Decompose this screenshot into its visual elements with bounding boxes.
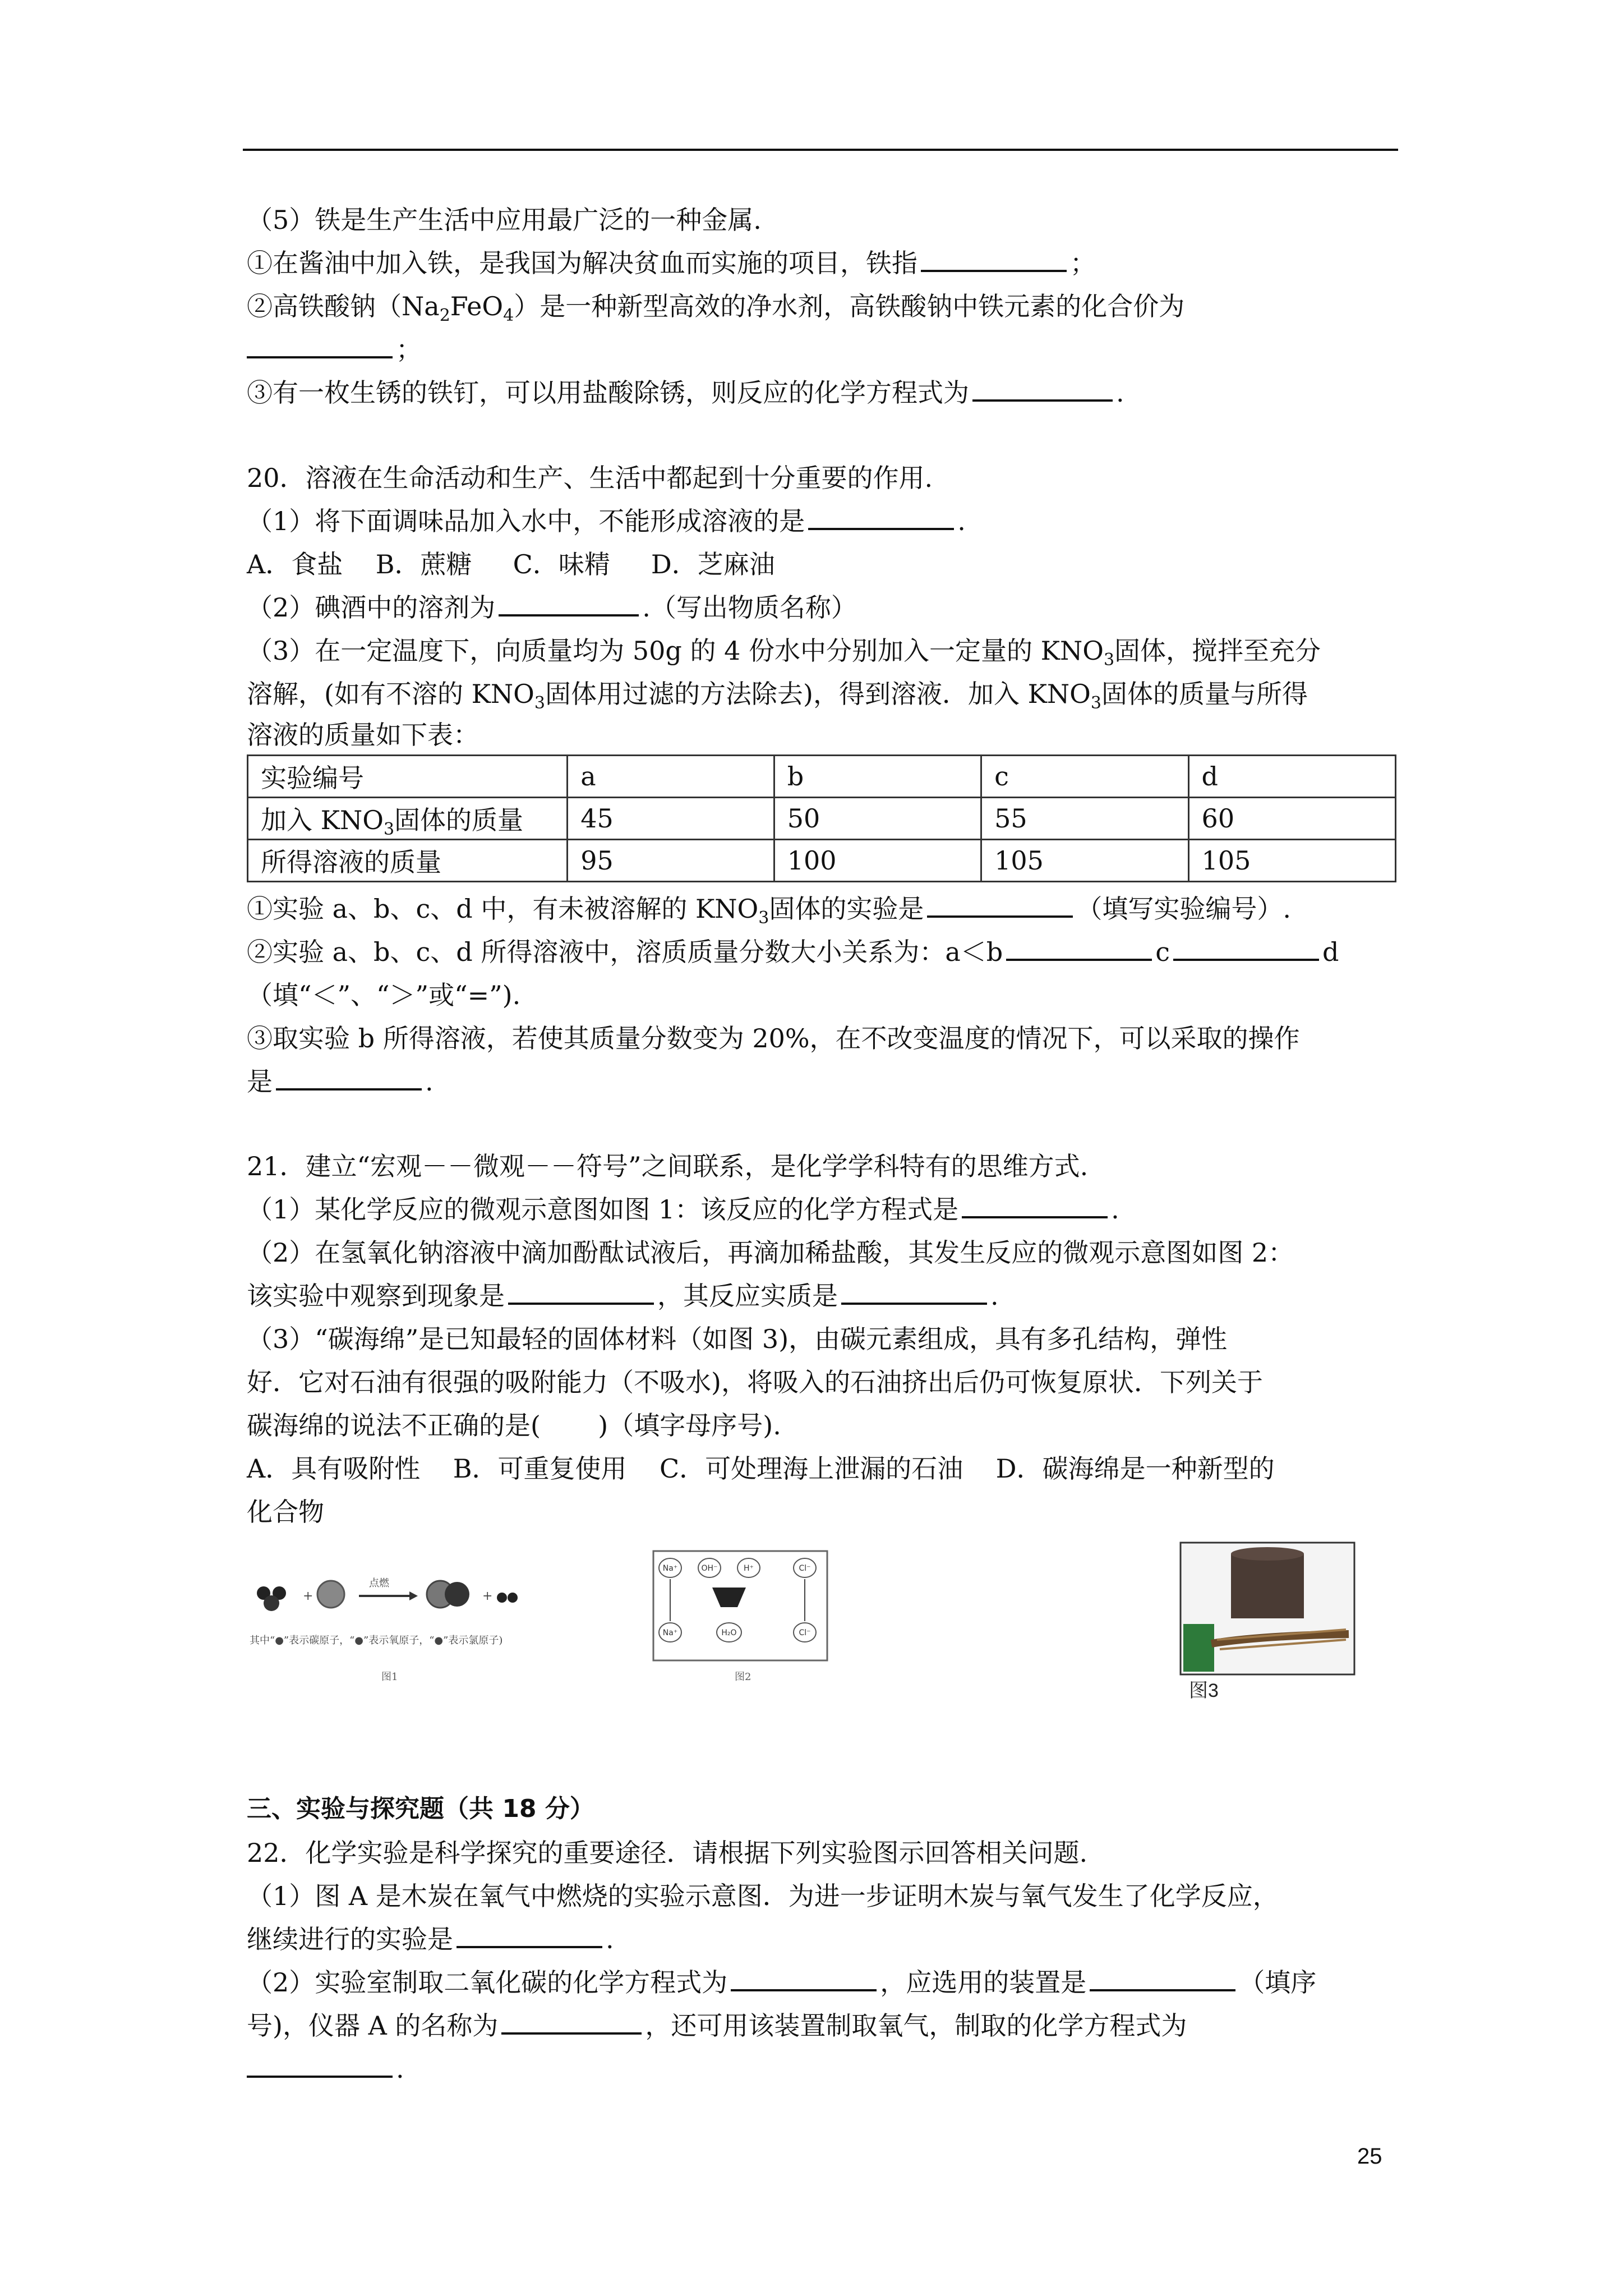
- q20-stem: 20．溶液在生命活动和生产、生活中都起到十分重要的作用.: [247, 463, 933, 493]
- answer-blank[interactable]: [508, 1278, 654, 1305]
- table-cell: 95: [568, 840, 774, 882]
- svg-text:Cl⁻: Cl⁻: [799, 1564, 811, 1573]
- svg-text:+: +: [482, 1589, 493, 1603]
- figure-1-caption: 图1: [381, 1671, 398, 1683]
- q20-sub-2: ②实验 a、b、c、d 所得溶液中，溶质质量分数大小关系为：a＜b c d: [247, 934, 1339, 970]
- table-cell: 50: [774, 798, 981, 840]
- answer-blank[interactable]: [499, 590, 639, 616]
- table-row: [248, 798, 1396, 840]
- svg-text:Na⁺: Na⁺: [662, 1564, 678, 1573]
- q21-stem: 21．建立“宏观－－微观－－符号”之间联系，是化学学科特有的思维方式.: [247, 1151, 1089, 1181]
- figure-1-legend: 其中“●”表示碳原子，“●”表示氧原子，“●”表示氯原子): [250, 1635, 503, 1646]
- q20-sub-2-note: （填“＜”、“＞”或“=”).: [247, 980, 521, 1010]
- answer-blank[interactable]: [841, 1278, 987, 1305]
- q20-part-3-line2: 溶解，(如有不溶的 $KNO_3$固体用过滤的方法除去)，得到溶液．加入 $KNO_3$固体的质量与所得: [247, 679, 1308, 713]
- table-row: [248, 840, 1396, 882]
- q19-5-intro: （5）铁是生产生活中应用最广泛的一种金属.: [247, 205, 762, 235]
- table-cell: 60: [1188, 798, 1395, 840]
- answer-blank[interactable]: [1006, 934, 1152, 961]
- q19-5-item-3: ③有一枚生锈的铁钉，可以用盐酸除锈，则反应的化学方程式为 .: [247, 375, 1124, 411]
- svg-text:Na⁺: Na⁺: [662, 1628, 678, 1637]
- answer-blank[interactable]: [1090, 1964, 1235, 1991]
- figure-1-reaction-diagram: [247, 1565, 651, 1694]
- answer-blank[interactable]: [501, 2008, 642, 2035]
- table-cell: b: [774, 756, 981, 798]
- table-cell: 100: [774, 840, 981, 882]
- answer-blank[interactable]: [276, 1064, 422, 1091]
- q21-part-3-line2: 好．它对石油有很强的吸附能力（不吸水)，将吸入的石油挤出后仍可恢复原状．下列关于: [247, 1367, 1263, 1397]
- answer-blank[interactable]: [962, 1191, 1108, 1218]
- answer-blank[interactable]: [921, 245, 1067, 272]
- q19-5-item-1: ①在酱油中加入铁，是我国为解决贫血而实施的项目，铁指 ；: [247, 245, 1096, 281]
- answer-blank[interactable]: [972, 375, 1113, 402]
- q20-part-1: （1）将下面调味品加入水中，不能形成溶液的是 .: [247, 503, 966, 539]
- svg-text:+: +: [303, 1589, 313, 1603]
- svg-text:H⁺: H⁺: [744, 1564, 754, 1573]
- table-cell: d: [1188, 756, 1395, 798]
- q22-part-2-line3: .: [247, 2051, 404, 2087]
- q21-options: A．具有吸附性 B．可重复使用 C．可处理海上泄漏的石油 D．碳海绵是一种新型的: [247, 1453, 1275, 1484]
- answer-blank[interactable]: [457, 1921, 602, 1948]
- q20-sub-3-line1: ③取实验 b 所得溶液，若使其质量分数变为 20%，在不改变温度的情况下，可以采取的操作: [247, 1023, 1300, 1053]
- q20-sub-1: ①实验 a、b、c、d 中，有未被溶解的 $KNO_3$固体的实验是 （填写实验编号）.: [247, 891, 1291, 927]
- table-cell: 所得溶液的质量: [248, 840, 568, 882]
- table-cell: c: [981, 756, 1188, 798]
- arrow-label: 点燃: [369, 1577, 389, 1589]
- svg-text:OH⁻: OH⁻: [701, 1564, 718, 1573]
- table-cell: 55: [981, 798, 1188, 840]
- figure-2-neutralization-diagram: [651, 1548, 830, 1688]
- figure-3-carbon-sponge: [1178, 1540, 1357, 1703]
- q20-part-3-line1: （3）在一定温度下，向质量均为 50g 的 4 份水中分别加入一定量的 $KNO_3$固体，搅拌至充分: [247, 636, 1321, 670]
- svg-text:H₂O: H₂O: [721, 1628, 737, 1637]
- table-cell: 105: [981, 840, 1188, 882]
- answer-blank[interactable]: [731, 1964, 877, 1991]
- answer-blank[interactable]: [1173, 934, 1319, 961]
- header-rule: [243, 149, 1398, 151]
- q19-5-item-2-answer: ；: [247, 332, 422, 367]
- section-3-heading: 三、实验与探究题（共 18 分）: [247, 1795, 594, 1823]
- answer-blank[interactable]: [927, 891, 1073, 918]
- q21-part-3-line3: 碳海绵的说法不正确的是( )（填字母序号).: [247, 1410, 781, 1441]
- q20-part-3-line3: 溶液的质量如下表：: [247, 720, 479, 750]
- table-cell: a: [568, 756, 774, 798]
- q21-part-2-line1: （2）在氢氧化钠溶液中滴加酚酞试液后，再滴加稀盐酸，其发生反应的微观示意图如图 2：: [247, 1237, 1294, 1268]
- figure-2-caption: 图2: [735, 1671, 751, 1683]
- q20-options: A．食盐 B．蔗糖 C．味精 D．芝麻油: [247, 549, 775, 579]
- q21-part-2-line2: 该实验中观察到现象是 ，其反应实质是 .: [247, 1278, 999, 1314]
- q22-part-1-line1: （1）图 A 是木炭在氧气中燃烧的实验示意图．为进一步证明木炭与氧气发生了化学反应，: [247, 1881, 1279, 1911]
- answer-blank[interactable]: [247, 2051, 393, 2078]
- svg-text:Cl⁻: Cl⁻: [799, 1628, 811, 1637]
- q20-part-2: （2）碘酒中的溶剂为 .（写出物质名称）: [247, 590, 857, 625]
- figure-3-caption: 图3: [1189, 1680, 1219, 1701]
- q22-stem: 22．化学实验是科学探究的重要途径．请根据下列实验图示回答相关问题.: [247, 1838, 1088, 1868]
- table-cell: 45: [568, 798, 774, 840]
- q21-options-line2: 化合物: [247, 1497, 324, 1527]
- table-row: [248, 756, 1396, 798]
- table-cell: 加入 $KNO_3$固体的质量: [248, 798, 568, 840]
- q19-5-item-2: ②高铁酸钠$(Na_2FeO_4)$是一种新型高效的净水剂，高铁酸钠中铁元素的化合价为: [247, 291, 1185, 325]
- q21-part-1: （1）某化学反应的微观示意图如图 1：该反应的化学方程式是 .: [247, 1191, 1119, 1227]
- answer-blank[interactable]: [247, 332, 393, 358]
- table-cell: 105: [1188, 840, 1395, 882]
- q22-part-2-line2: 号)，仪器 A 的名称为 ，还可用该装置制取氧气，制取的化学方程式为: [247, 2008, 1187, 2044]
- kno3-data-table: [247, 754, 1396, 882]
- q21-part-3-line1: （3）“碳海绵”是已知最轻的固体材料（如图 3)，由碳元素组成，具有多孔结构，弹性: [247, 1324, 1228, 1354]
- answer-blank[interactable]: [808, 503, 954, 530]
- q22-part-1-line2: 继续进行的实验是 .: [247, 1921, 614, 1957]
- table-cell: 实验编号: [248, 756, 568, 798]
- q20-sub-3-line2: 是 .: [247, 1064, 434, 1099]
- page-number: 25: [1357, 2144, 1382, 2169]
- q22-part-2-line1: （2）实验室制取二氧化碳的化学方程式为 ，应选用的装置是 （填序: [247, 1964, 1316, 2000]
